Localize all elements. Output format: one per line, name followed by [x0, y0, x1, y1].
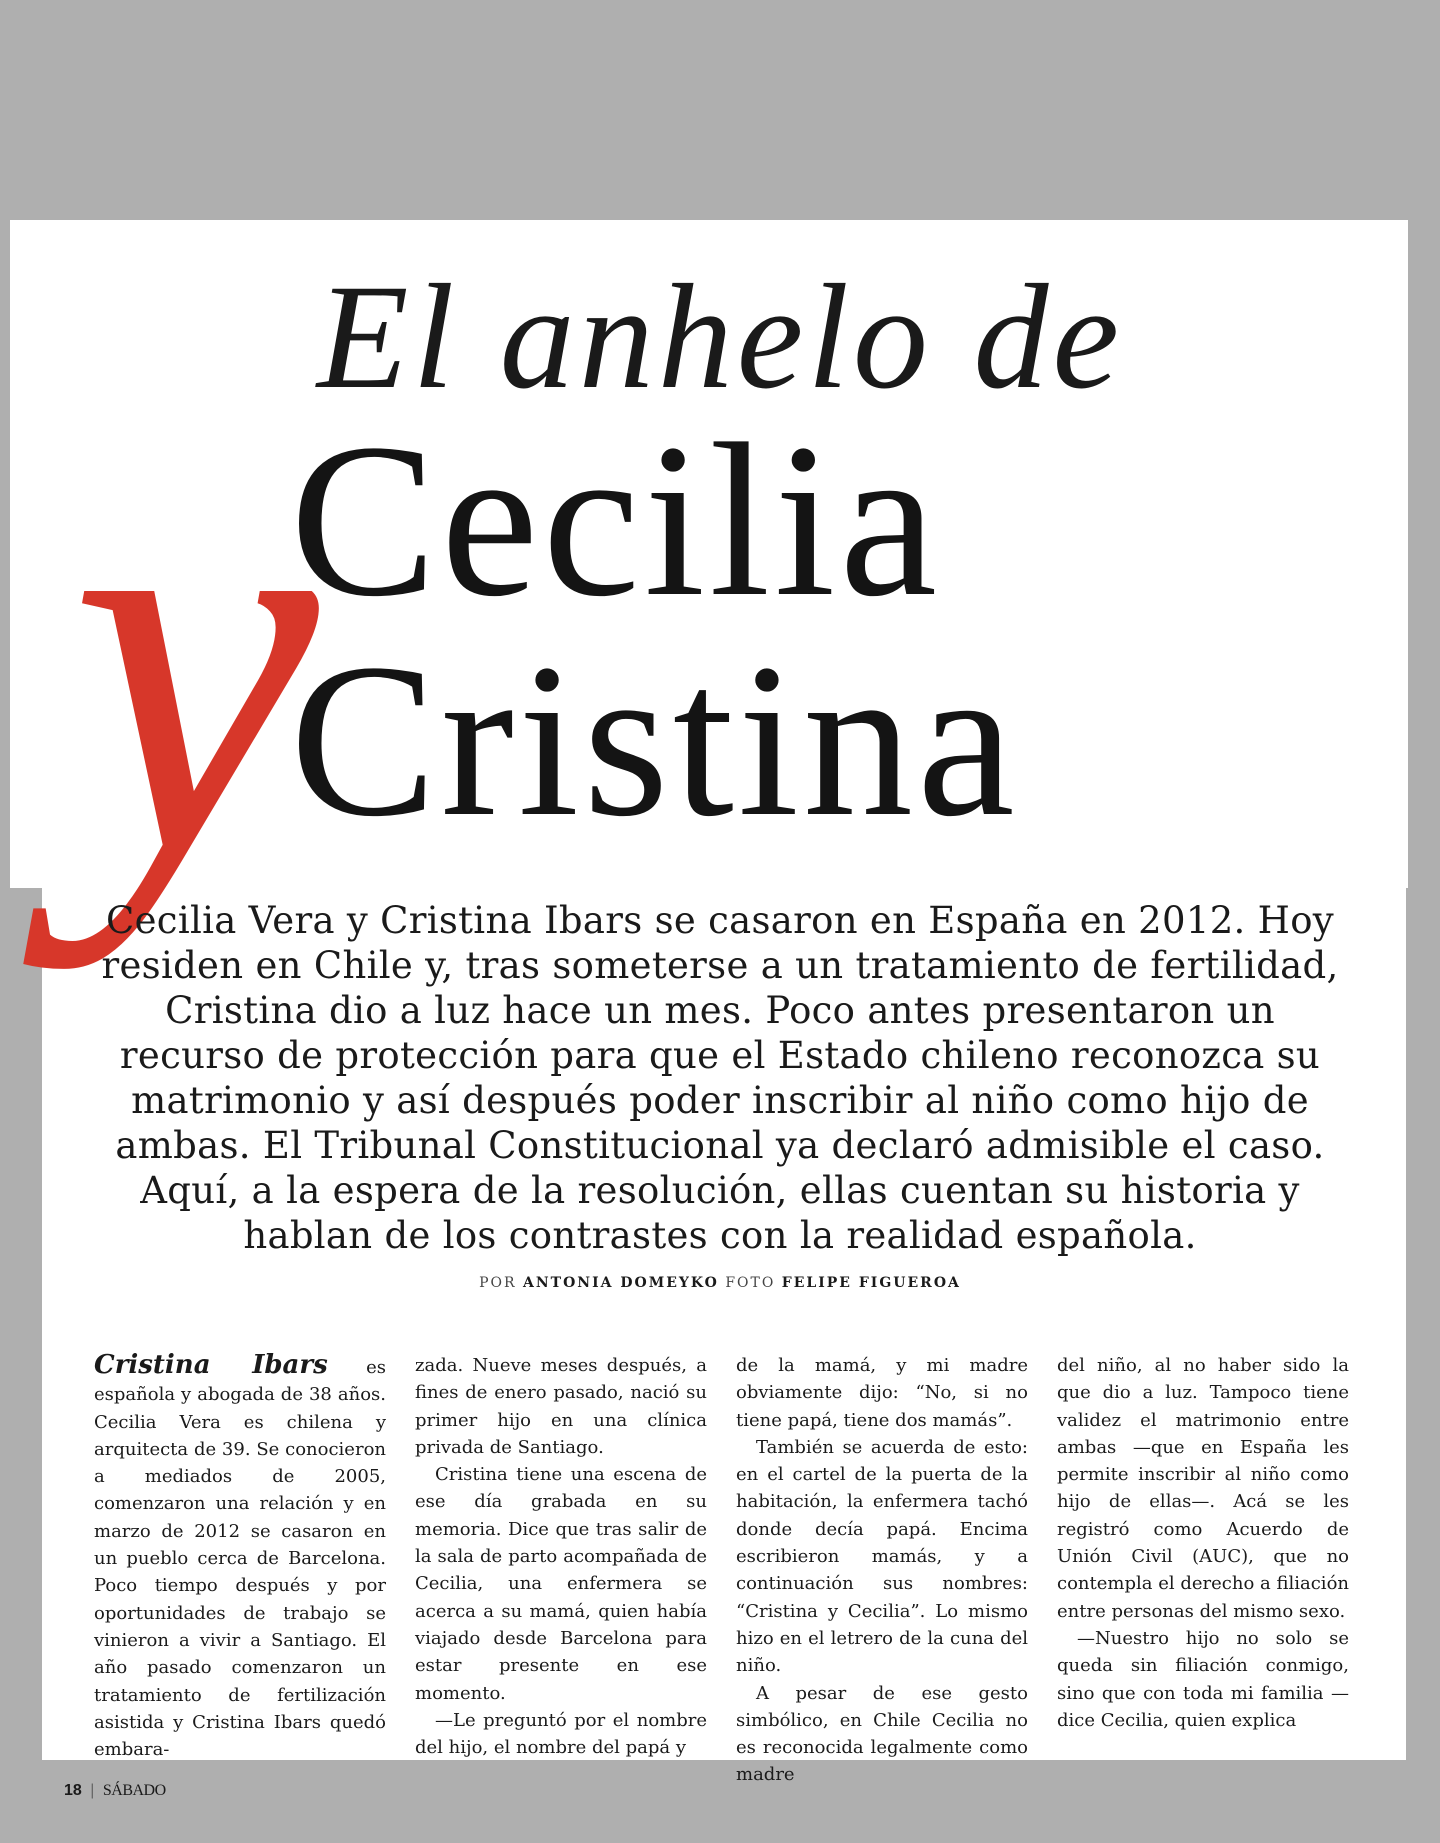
column-3-paragraph-2: También se acuerda de esto: en el cartel de la puerta de la habitación, la enfermera tachó donde decía papá. Encima escribieron mamás, y a continuación sus nombres: “Cristina y Cecilia”. Lo mismo hizo en el letrero de la cuna del niño. — [736, 1436, 1028, 1677]
column-2-paragraph-1: zada. Nueve meses después, a fines de enero pasado, nació su primer hijo en una clínica privada de Santiago. — [415, 1355, 707, 1458]
body-column-4 — [1057, 1352, 1349, 1734]
headline-line-cecilia: Cecilia — [290, 398, 942, 642]
headline-line-cristina: Cristina — [290, 618, 1019, 862]
headline-line-1: El anhelo de — [316, 254, 1124, 420]
body-column-3 — [736, 1352, 1028, 1789]
footer-separator: | — [90, 1782, 95, 1799]
page-number: 18 — [64, 1782, 82, 1799]
column-1-paragraph: es española y abogada de 38 años. Cecilia Vera es chilena y arquitecta de 39. Se conocieron a mediados de 2005, comenzaron una relación y en marzo de 2012 se casaron en un pueblo cerca de Barcelona. Poco tiempo después y por oportunidades de trabajo se vinieron a vivir a Santiago. El año pasado comenzaron un tratamiento de fertilización asistida y Cristina Ibars quedó embara- — [94, 1357, 386, 1761]
lead-name: Cristina Ibars — [94, 1350, 328, 1380]
column-3-paragraph-3: A pesar de ese gesto simbólico, en Chile Cecilia no es reconocida legalmente como madre — [736, 1682, 1028, 1786]
column-2-paragraph-3: —Le preguntó por el nombre del hijo, el nombre del papá y — [415, 1709, 707, 1759]
byline-author: ANTONIA DOMEYKO — [523, 1275, 719, 1291]
byline-por-label: POR — [479, 1275, 517, 1291]
column-2-paragraph-2: Cristina tiene una escena de ese día grabada en su memoria. Dice que tras salir de la sala de parto acompañada de Cecilia, una enfermera se acerca a su mamá, quien había viajado desde Barcelona para estar presente en ese momento. — [415, 1464, 707, 1704]
headline-y: y — [70, 350, 319, 970]
page-footer — [64, 1782, 166, 1800]
column-4-paragraph-2: —Nuestro hijo no solo se queda sin filiación conmigo, sino que con toda mi familia —dice Cecilia, quien explica — [1057, 1627, 1349, 1731]
column-3-paragraph-1: de la mamá, y mi madre obviamente dijo: “No, si no tiene papá, tiene dos mamás”. — [736, 1355, 1028, 1431]
magazine-name: SÁBADO — [102, 1782, 166, 1799]
column-4-paragraph-1: del niño, al no haber sido la que dio a luz. Tampoco tiene validez el matrimonio entre ambas —que en España les permite inscribir al niño como hijo de ellas—. Acá se les registró como Acuerdo de Unión Civil (AUC), que no contempla el derecho a filiación entre personas del mismo sexo. — [1057, 1355, 1349, 1622]
article-deck: Cecilia Vera y Cristina Ibars se casaron en España en 2012. Hoy residen en Chile y, tras someterse a un tratamiento de fertilidad, Cristina dio a luz hace un mes. Poco antes presentaron un recurso de protección para que el Estado chileno reconozca su matrimonio y así después poder inscribir al niño como hijo de ambas. El Tribunal Constitucional ya declaró admisible el caso. Aquí, a la espera de la resolución, ellas cuentan su historia y hablan de los contrastes con la realidad española. — [101, 899, 1339, 1257]
body-column-1 — [94, 1352, 386, 1763]
byline-photographer: FELIPE FIGUEROA — [781, 1275, 961, 1291]
byline-foto-label: FOTO — [725, 1275, 776, 1291]
body-column-2 — [415, 1352, 707, 1761]
byline — [0, 1275, 1440, 1291]
